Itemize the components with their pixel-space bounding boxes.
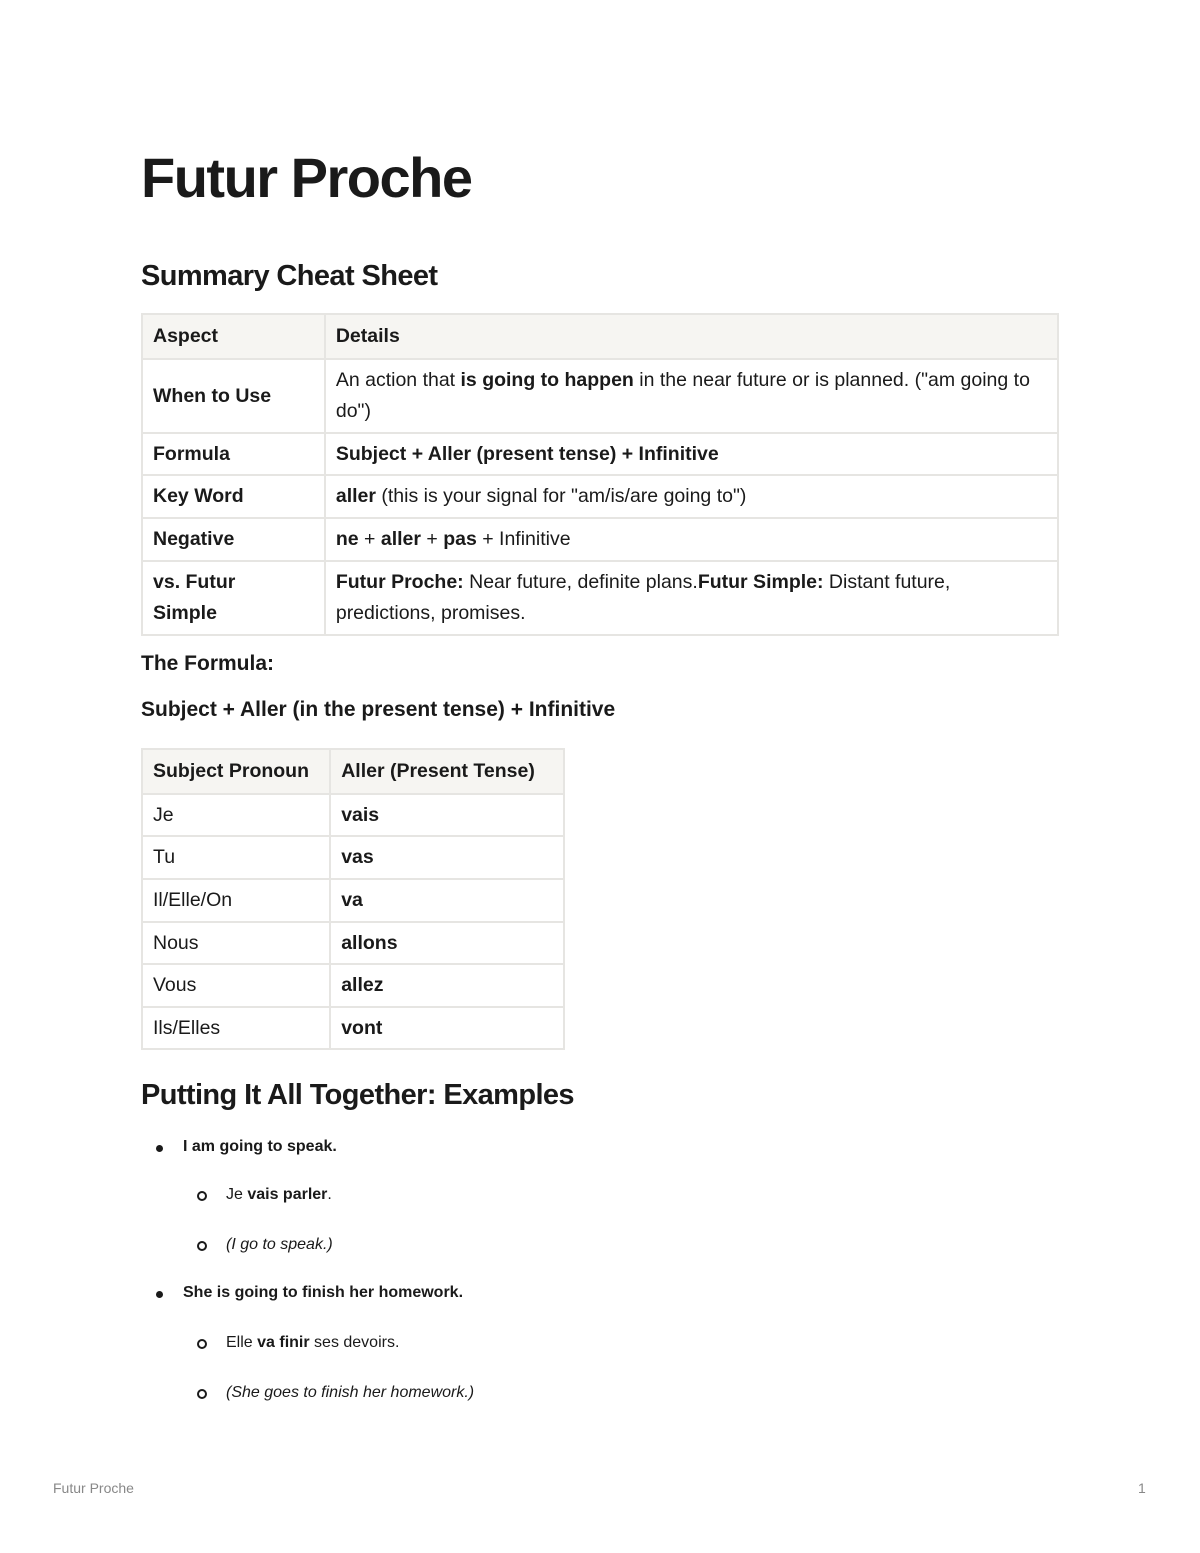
form-cell: vais xyxy=(330,794,564,836)
table-row xyxy=(142,922,564,964)
table-row xyxy=(142,1007,564,1049)
formula-text: Subject + Aller (in the present tense) + Infinitive xyxy=(141,698,616,721)
form-cell: allez xyxy=(330,964,564,1007)
sub-bullet-icon xyxy=(197,1241,207,1251)
detail-text: An action that xyxy=(335,369,461,391)
example-literal: (I go to speak.) xyxy=(226,1236,333,1253)
example-french xyxy=(226,1328,399,1358)
conjugation-header-pronoun: Subject Pronoun xyxy=(142,749,330,794)
detail-text: Distant future, predictions, promises. xyxy=(335,571,951,624)
details-cell xyxy=(325,561,1058,635)
detail-emphasis: is going to happen xyxy=(460,369,634,391)
example-english: She is going to finish her homework. xyxy=(183,1284,464,1301)
pronoun-cell: Je xyxy=(142,794,330,836)
table-row xyxy=(142,475,1058,518)
detail-emphasis: aller xyxy=(335,485,376,507)
footer-page-number: 1 xyxy=(1138,1480,1146,1496)
page-title: Futur Proche xyxy=(141,146,472,209)
example-french-text: . xyxy=(327,1186,332,1203)
example-french-text: ses devoirs. xyxy=(309,1334,400,1351)
detail-text: (this is your signal for "am/is/are going to") xyxy=(375,485,747,507)
example-french-text: Je xyxy=(226,1186,248,1203)
summary-table xyxy=(141,313,1059,636)
sub-bullet-icon xyxy=(197,1339,207,1349)
table-row xyxy=(142,964,564,1007)
examples-heading: Putting It All Together: Examples xyxy=(141,1079,574,1111)
detail-text: in the near future or is planned. ("am going to do") xyxy=(335,369,1030,422)
table-row xyxy=(142,879,564,922)
table-row xyxy=(142,836,564,879)
pronoun-cell: Tu xyxy=(142,836,330,879)
form-cell: va xyxy=(330,879,564,922)
detail-emphasis: ne xyxy=(335,528,359,550)
bullet-icon xyxy=(156,1291,163,1298)
sub-bullet-icon xyxy=(197,1191,207,1201)
table-row xyxy=(142,518,1058,561)
summary-header-aspect: Aspect xyxy=(142,314,325,359)
aspect-cell: When to Use xyxy=(142,359,325,433)
aspect-cell: Formula xyxy=(142,433,325,475)
detail-emphasis: aller xyxy=(380,528,421,550)
aspect-cell: Key Word xyxy=(142,475,325,518)
details-cell xyxy=(325,359,1058,433)
detail-text: Near future, definite plans. xyxy=(463,571,698,593)
detail-text: + Infinitive xyxy=(476,528,571,550)
example-english: I am going to speak. xyxy=(183,1138,337,1155)
table-row xyxy=(142,794,564,836)
footer-doc-title: Futur Proche xyxy=(53,1480,134,1496)
detail-text: + xyxy=(358,528,381,550)
example-french-verb: vais parler xyxy=(247,1186,328,1203)
table-row xyxy=(142,433,1058,475)
table-row xyxy=(142,561,1058,635)
bullet-icon xyxy=(156,1145,163,1152)
aspect-cell: Negative xyxy=(142,518,325,561)
aspect-cell: vs. Futur Simple xyxy=(142,561,325,635)
sub-bullet-icon xyxy=(197,1389,207,1399)
example-french-verb: va finir xyxy=(257,1334,310,1351)
summary-header-details: Details xyxy=(325,314,1058,359)
conjugation-header-row xyxy=(142,749,564,794)
details-cell xyxy=(325,518,1058,561)
example-french xyxy=(226,1180,332,1210)
detail-text: + xyxy=(420,528,444,550)
pronoun-cell: Vous xyxy=(142,964,330,1007)
details-cell xyxy=(325,475,1058,518)
form-cell: vas xyxy=(330,836,564,879)
form-cell: allons xyxy=(330,922,564,964)
form-cell: vont xyxy=(330,1007,564,1049)
pronoun-cell: Ils/Elles xyxy=(142,1007,330,1049)
conjugation-table xyxy=(141,748,565,1050)
example-french-text: Elle xyxy=(226,1334,258,1351)
details-cell: Subject + Aller (present tense) + Infinitive xyxy=(325,433,1058,475)
detail-emphasis: pas xyxy=(443,528,477,550)
example-literal: (She goes to finish her homework.) xyxy=(226,1384,475,1401)
detail-emphasis: Futur Simple: xyxy=(697,571,824,593)
summary-heading: Summary Cheat Sheet xyxy=(141,260,438,292)
table-row xyxy=(142,359,1058,433)
pronoun-cell: Nous xyxy=(142,922,330,964)
summary-header-row xyxy=(142,314,1058,359)
pronoun-cell: Il/Elle/On xyxy=(142,879,330,922)
conjugation-header-form: Aller (Present Tense) xyxy=(330,749,564,794)
detail-emphasis: Futur Proche: xyxy=(335,571,464,593)
formula-label: The Formula: xyxy=(141,652,275,675)
